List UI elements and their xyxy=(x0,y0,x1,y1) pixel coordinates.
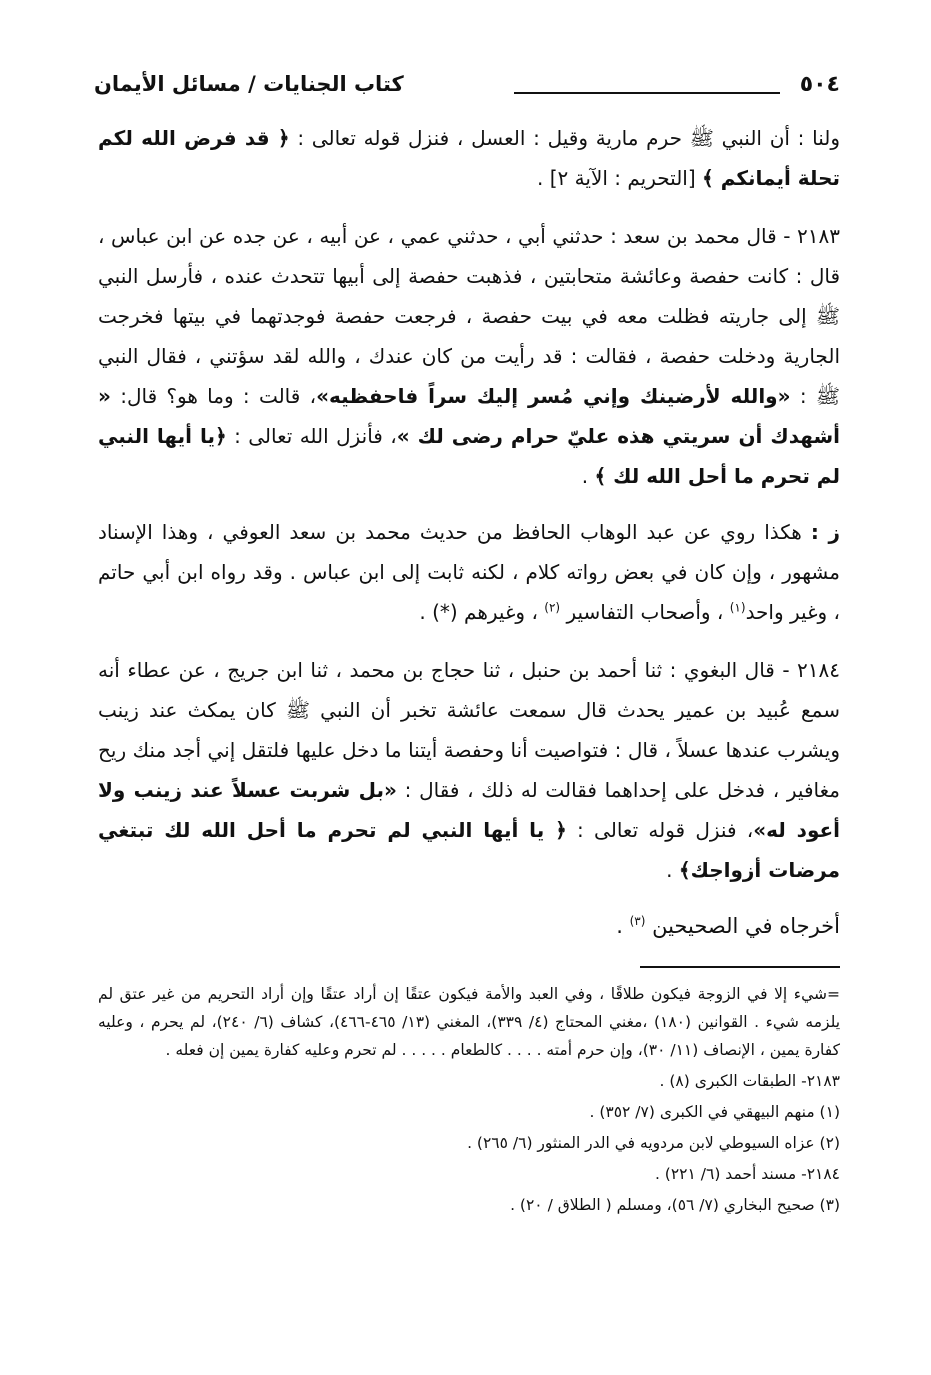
note-mark: ز : xyxy=(810,520,840,544)
footnote-ref[interactable]: (٢) xyxy=(544,600,561,615)
header-rule xyxy=(514,92,780,94)
text-span: ولنا : أن النبي ﷺ حرم مارية وقيل : العسل ، فنزل قوله تعالى : xyxy=(289,126,840,150)
text-span: ، فأنزل الله تعالى : xyxy=(226,424,397,448)
text-span: ، وغيرهم (*) . xyxy=(419,600,545,624)
text-span: هكذا روي عن عبد الوهاب الحافظ من حديث محمد بن سعد العوفي ، وهذا الإسناد مشهور ، وإن كان في بعض رواته كلام ، لكنه ثابت إلى ابن عباس . وقد رواه ابن أبي حاتم ، وغير واحد xyxy=(98,520,840,624)
hadith-quote: « أشهدك أن سريتي هذه عليّ حرام رضى لك » xyxy=(98,384,840,448)
main-text xyxy=(98,118,840,964)
quran-verse: ﴿يا أيها النبي لم تحرم ما أحل الله لك ﴾ xyxy=(98,424,840,488)
footnote-2: (٢) عزاه السيوطي لابن مردويه في الدر المنثور (٦/ ٢٦٥) . xyxy=(467,1134,840,1152)
running-title: كتاب الجنايات / مسائل الأيمان xyxy=(94,72,404,96)
footnote-continued: =شيء إلا في الزوجة فيكون طلاقًا ، وفي العبد والأمة فيكون عتقًا إن أراد عتقًا وإن أراد التحريم من غير عتق لم يلزمه شيء . القوانين (١٨٠) ،مغني المحتاج (٤/ ٣٣٩)، المغني (١٣/ ٤٦٥-٤٦٦)، كشاف (٦/ ٢٤٠)، لم يحرم ، وعليه كفارة يمين ، الإنصاف (١١/ ٣٠)، وإن حرم أمته . . . . كالطعام . . . . . لم تحرم وعليه كفارة يمين إن فعله . xyxy=(98,985,841,1059)
text-span: ، وأصحاب التفاسير xyxy=(560,600,730,624)
hadith-quote: «والله لأرضينك وإني مُسر إليك سراً فاحفظيه» xyxy=(316,384,791,408)
text-span: . xyxy=(616,914,630,938)
hadith-2183 xyxy=(98,216,840,496)
text-span: أخرجاه في الصحيحين xyxy=(645,914,840,938)
footnote-separator xyxy=(640,966,840,968)
footnote-2184: ٢١٨٤- مسند أحمد (٦/ ٢٢١) . xyxy=(654,1165,840,1183)
hadith-2184 xyxy=(98,650,840,890)
quran-verse: ﴿ يا أيها النبي لم تحرم ما أحل الله لك تبتغي مرضات أزواجك﴾ xyxy=(98,818,840,882)
quran-verse: ﴿ قد فرض الله لكم تحلة أيمانكم ﴾ xyxy=(98,126,840,190)
footnote-ref[interactable]: (٣) xyxy=(629,914,646,928)
page-number: ٥٠٤ xyxy=(799,72,840,97)
text-span: [التحريم : الآية ٢] . xyxy=(537,166,703,190)
text-span: ، قالت : وما هو؟ قال: xyxy=(110,384,317,408)
footnote-ref[interactable]: (١) xyxy=(729,600,746,615)
footnotes xyxy=(98,980,840,1222)
page-header xyxy=(94,70,840,110)
hadith-quote: «بل شربت عسلاً عند زينب ولا أعود له» xyxy=(98,778,840,842)
footnote-1: (١) منهم البيهقي في الكبرى (٧/ ٣٥٢) . xyxy=(589,1103,840,1121)
footnote-3: (٣) صحيح البخاري (٧/ ٥٦)، ومسلم ( الطلاق / ٢٠) . xyxy=(510,1196,840,1214)
text-span: ، فنزل قوله تعالى : xyxy=(566,818,754,842)
text-span: . xyxy=(581,464,595,488)
takhrij-line xyxy=(98,906,840,946)
text-span: ٢١٨٤ - قال البغوي : ثنا أحمد بن حنبل ، ثنا حجاج بن محمد ، ثنا ابن جريج ، عن عطاء أنه سمع عُبيد بن عمير يحدث قال سمعت عائشة تخبر أن النبي ﷺ كان يمكث عند زينب ويشرب عندها عسلاً ، قال : فتواصيت أنا وحفصة أيتنا ما دخل عليها فلتقل إني أجد منك ريح مغافير ، فدخل على إحداهما فقالت له ذلك ، فقال : xyxy=(98,658,840,802)
text-span: ٢١٨٣ - قال محمد بن سعد : حدثني أبي ، حدثني عمي ، عن أبيه ، عن جده عن ابن عباس ، قال : كانت حفصة وعائشة متحابتين ، فذهبت حفصة إلى أبيها تتحدث عنده ، فأرسل النبي ﷺ إلى جاريته فظلت معه في بيت حفصة ، فرجعت حفصة فوجدتهما في بيتها فخرجت الجارية ودخلت حفصة ، فقالت : قد رأيت من كان عندك ، والله لقد سؤتني ، فقال النبي ﷺ : xyxy=(98,224,840,408)
editor-note xyxy=(98,512,840,632)
text-span: . xyxy=(666,858,679,882)
paragraph-evidence xyxy=(98,118,840,198)
footnote-2183: ٢١٨٣- الطبقات الكبرى (٨) . xyxy=(659,1072,840,1090)
